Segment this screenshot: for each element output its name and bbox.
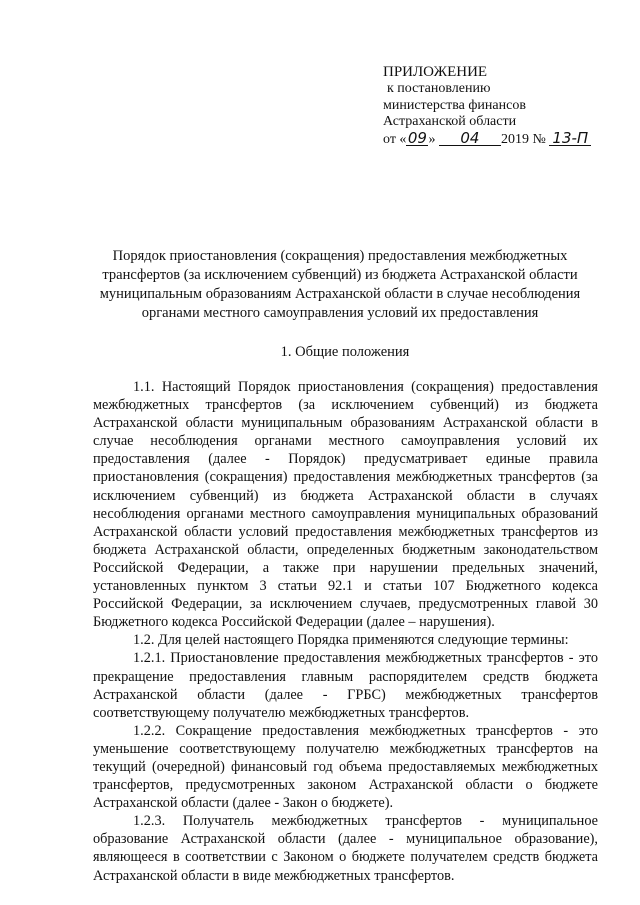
appendix-title: ПРИЛОЖЕНИЕ [383, 64, 488, 80]
appendix-date-line [383, 131, 591, 149]
document-title: Порядок приостановления (сокращения) предоставления межбюджетных трансфертов (за исключением субвенций) из бюджета Астраханской области муниципальным образованиям Астраханской области в случае несоблюдения органами местного самоуправления условий их предоставления [99, 248, 581, 321]
paragraph-1-2-1: 1.2.1. Приостановление предоставления межбюджетных трансфертов - это прекращение предоставления главным распорядителем средств бюджета Астраханской области (далее - ГРБС) межбюджетных трансфертов соответствующему получателю межбюджетных трансфертов. [93, 650, 598, 721]
handwritten-day: 09 [407, 129, 427, 148]
appendix-line-3: министерства финансов [383, 97, 526, 113]
paragraph-1-2-3: 1.2.3. Получатель межбюджетных трансфертов - муниципальное образование Астраханской области (далее - муниципальное образование), являющееся в соответствии с Законом о бюджете получателем средств бюджета Астраханской области в виде межбюджетных трансфертов. [93, 813, 598, 884]
document-body [93, 378, 598, 885]
paragraph-1-2-2: 1.2.2. Сокращение предоставления межбюджетных трансфертов - это уменьшение соответствующему получателю межбюджетных трансфертов на текущий (очередной) финансовый год объема предоставляемых межбюджетных трансфертов, предусмотренных законом Астраханской области о бюджете Астраханской области (далее - Закон о бюджете). [93, 722, 598, 812]
handwritten-number: 13-П [549, 131, 591, 146]
date-year-number: 2019 № [500, 132, 546, 148]
appendix-stamp [383, 64, 591, 149]
handwritten-month: 04 [439, 131, 501, 146]
date-prefix: от « [383, 132, 407, 148]
date-day-close: » [428, 132, 436, 148]
section-title: 1. Общие положения [280, 344, 410, 360]
paragraph-1-1: 1.1. Настоящий Порядок приостановления (сокращения) предоставления межбюджетных трансфертов (за исключением субвенций) из бюджета Астраханской области муниципальным образованиям Астраханской области в случае несоблюдения органами местного самоуправления условий их предоставления (далее - Порядок) предусматривает единые правила приостановления (сокращения) предоставления межбюджетных трансфертов (за исключением субвенций) из бюджета Астраханской области в случаях несоблюдения органами местного самоуправления муниципальных образований Астраханской области условий предоставления межбюджетных трансфертов из бюджета Астраханской области, определенных бюджетным законодательством Российской Федерации, а также при нарушении предельных значений, установленных пунктом 3 статьи 92.1 и статьи 107 Бюджетного кодекса Российской Федерации, за исключением случаев, предусмотренных главой 30 Бюджетного кодекса Российской Федерации (далее – нарушения). [93, 379, 598, 631]
appendix-line-4: Астраханской области [383, 114, 517, 130]
appendix-line-2: к постановлению [387, 80, 491, 96]
paragraph-1-2: 1.2. Для целей настоящего Порядка применяются следующие термины: [133, 632, 569, 649]
